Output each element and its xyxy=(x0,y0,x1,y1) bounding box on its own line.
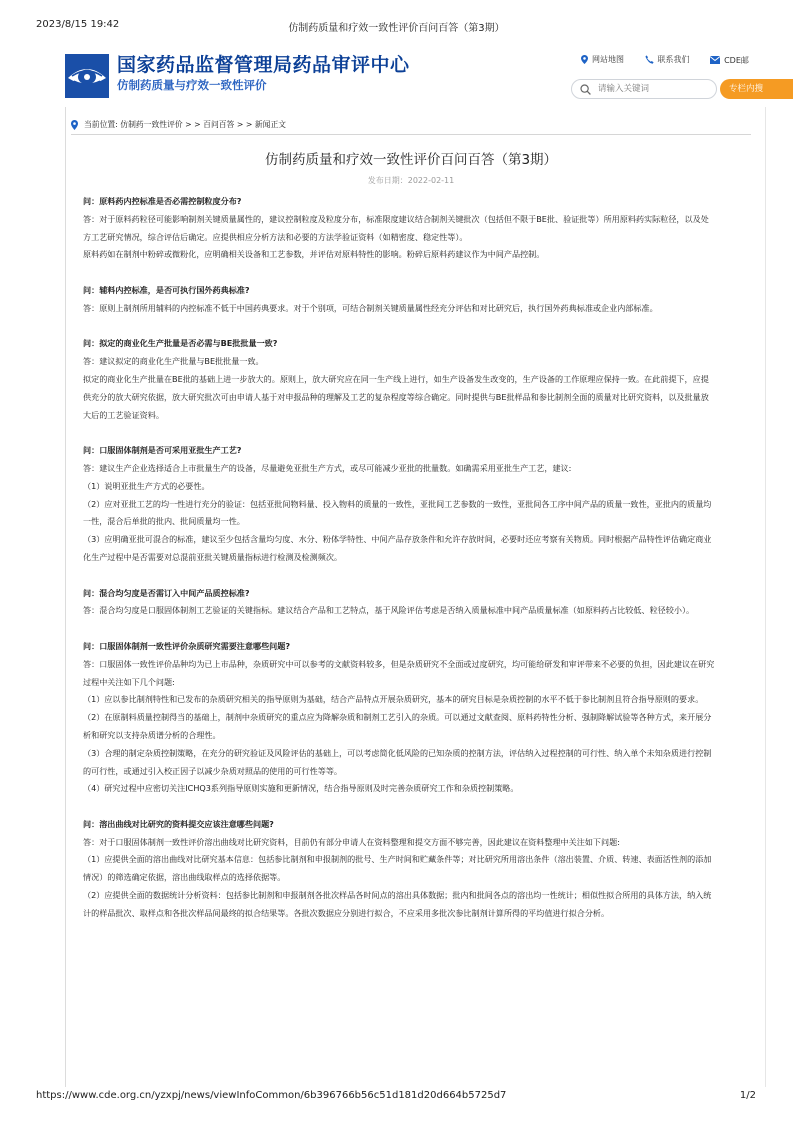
question: 问：口服固体制剂一致性评价杂质研究需要注意哪些问题? xyxy=(83,640,291,651)
contact-us-link[interactable] xyxy=(645,54,690,65)
location-pin-icon xyxy=(581,55,588,64)
answer-paragraph: 拟定的商业化生产批量在BE批的基础上进一步放大的。原则上，放大研究应在同一生产线上进行，如生产设备发生改变的，生产设备的工作原理应保持一致。在此前提下，应提供充分的放大研究依据，放大研究批次可由申请人基于对申报品种的理解及工艺的复杂程度等综合确定。同时提供与BE批样品和参比制剂全面的质量对比研究资料，以及批量放大后的工艺验证资料。 xyxy=(83,373,709,420)
question: 问：原料药内控标准是否必需控制粒度分布? xyxy=(83,196,242,206)
qa-item xyxy=(83,335,715,424)
answer-paragraph: 答：原则上制剂所用辅料的内控标准不低于中国药典要求。对于个别项，可结合制剂关键质量属性经充分评估和对比研究后，执行国外药典标准或企业内部标准。 xyxy=(83,302,658,313)
print-url: https://www.cde.org.cn/yzxpj/news/viewInfoCommon/6b396766b56c51d181d20d664b5725d7 xyxy=(36,1090,507,1101)
phone-icon xyxy=(645,55,654,64)
question: 问：口服固体制剂是否可采用亚批生产工艺? xyxy=(83,445,242,456)
answer-paragraph: （1）应提供全面的溶出曲线对比研究基本信息：包括参比制剂和申报制剂的批号、生产时间和贮藏条件等；对比研究所用溶出条件（溶出装置、介质、转速、表面活性剂的添加情况）的筛选确定依据，溶出曲线取样点的选择依据等。 xyxy=(83,854,712,883)
qa-item xyxy=(83,585,715,621)
article-title: 仿制药质量和疗效一致性评价百问百答（第3期） xyxy=(264,152,558,168)
divider xyxy=(71,134,751,135)
answer-paragraph: 答：对于原料药粒径可能影响制剂关键质量属性的，建议控制粒度及粒度分布，标准限度建议结合制剂关键批次（包括但不限于BE批、验证批等）所用原料药实际粒径，以及处方工艺研究情况，综合评估后确定。应提供相应分析方法和必要的方法学验证资料（如精密度、稳定性等）。 xyxy=(83,213,709,242)
answer-paragraph: 原料药如在制剂中粉碎或微粉化，应明确相关设备和工艺参数，并评估对原料特性的影响。粉碎后原料药建议作为中间产品控制。 xyxy=(83,249,545,260)
answer-paragraph: （1）说明亚批生产方式的必要性。 xyxy=(83,480,210,491)
question: 问：溶出曲线对比研究的资料提交应该注意哪些问题? xyxy=(83,818,274,829)
answer-paragraph: 答：对于口服固体制剂一致性评价溶出曲线对比研究资料，目前仍有部分申请人在资料整理和提交方面不够完善，因此建议在资料整理中关注如下问题: xyxy=(83,836,620,847)
answer-paragraph: （4）研究过程中应密切关注ICHQ3系列指导原则实施和更新情况，结合指导原则及时完善杂质研究工作和杂质控制策略。 xyxy=(83,783,519,794)
search-input[interactable] xyxy=(598,82,708,96)
breadcrumb-text[interactable]: 当前位置: 仿制药一致性评价 > > 百问百答 > > 新闻正文 xyxy=(84,120,287,129)
cde-mail-label: CDE邮 xyxy=(724,55,749,65)
section-subtitle: 仿制药质量与疗效一致性评价 xyxy=(117,78,267,92)
answer-paragraph: 答：混合均匀度是口服固体制剂工艺验证的关键指标。建议结合产品和工艺特点，基于风险评估考虑是否纳入质量标准中间产品质量标准（如原料药占比较低、粒径较小）。 xyxy=(83,605,695,616)
qa-item xyxy=(83,193,715,264)
org-name: 国家药品监督管理局药品审评中心 xyxy=(117,54,410,76)
search-icon[interactable] xyxy=(580,84,591,95)
top-links xyxy=(581,54,767,66)
breadcrumb xyxy=(71,119,286,130)
qa-item xyxy=(83,816,715,923)
print-page-title: 仿制药质量和疗效一致性评价百问百答（第3期） xyxy=(288,23,505,34)
cde-mail-link[interactable] xyxy=(710,55,749,66)
answer-paragraph: 答：建议拟定的商业化生产批量与BE批批量一致。 xyxy=(83,356,264,367)
answer-paragraph: （2）应对亚批工艺的均一性进行充分的验证：包括亚批间物料量、投入物料的质量的一致性，亚批间工艺参数的一致性，亚批间各工序中间产品的质量一致性，亚批内的质量均一性，混合后单批的批内、批间质量均一性。 xyxy=(83,498,712,527)
page-number: 1/2 xyxy=(739,1090,756,1101)
question: 问：辅料内控标准，是否可执行国外药典标准? xyxy=(83,284,250,295)
answer-paragraph: （3）应明确亚批可混合的标准，建议至少包括含量均匀度、水分、粉体学特性、中间产品存放条件和允许存放时间，必要时还应考察有关物质。同时根据产品特性评估确定商业化生产过程中是否需要对总混前亚批关键质量指标进行检测及检测频次。 xyxy=(83,534,712,562)
search-box xyxy=(571,79,717,99)
site-header xyxy=(65,46,793,106)
answer-paragraph: 答：口服固体一致性评价品种均为已上市品种，杂质研究中可以参考的文献资料较多，但是杂质研究不全面或过度研究，均可能给研发和审评带来不必要的负担，因此建议在研究过程中关注如下几个问题: xyxy=(83,658,715,687)
qa-item xyxy=(83,638,715,798)
mail-icon xyxy=(710,56,720,64)
publish-date: 发布日期：2022-02-11 xyxy=(367,176,455,185)
print-footer xyxy=(0,1090,793,1110)
answer-paragraph: （2）应提供全面的数据统计分析资料：包括参比制剂和申报制剂各批次样品各时间点的溶出具体数据；批内和批间各点的溶出均一性统计；相似性拟合所用的具体方法，纳入统计的样品批次、取样点和各批次样品间最终的拟合结果等。各批次数据应分别进行拟合，不应采用多批次参比制剂计算所得的平均值进行拟合分析。 xyxy=(83,890,712,918)
answer-paragraph: 答：建议生产企业选择适合上市批量生产的设备，尽量避免亚批生产方式，或尽可能减少亚批的批量数。如确需采用亚批生产工艺，建议: xyxy=(83,462,572,473)
answer-paragraph: （3）合理的制定杂质控制策略，在充分的研究验证及风险评估的基础上，可以考虑简化低风险的已知杂质的控制方法，评估纳入过程控制的可行性、纳入单个未知杂质进行控制的可行性，或通过引入校正因子以减少杂质对照品的使用的可行性等等。 xyxy=(83,747,712,776)
site-map-label: 网站地图 xyxy=(592,55,624,64)
print-timestamp: 2023/8/15 19:42 xyxy=(36,19,120,30)
location-pin-icon xyxy=(71,120,78,130)
question: 问：混合均匀度是否需订入中间产品质控标准? xyxy=(83,587,250,598)
print-header xyxy=(0,0,793,50)
answer-paragraph: （1）应以参比制剂特性和已发布的杂质研究相关的指导原则为基础，结合产品特点开展杂质研究，基本的研究目标是杂质控制的水平不低于参比制剂且符合指导原则的要求。 xyxy=(83,694,704,705)
site-map-link[interactable] xyxy=(581,54,624,65)
article-body xyxy=(83,193,715,923)
answer-paragraph: （2）在原制料质量控制得当的基础上，制剂中杂质研究的重点应为降解杂质和制剂工艺引入的杂质。可以通过文献查阅、原料药特性分析、强制降解试验等各种方式，来开展分析和研究以支持杂质谱分析的合理性。 xyxy=(83,712,712,740)
column-search-button[interactable]: 专栏内搜 xyxy=(720,79,793,99)
qa-item xyxy=(83,282,715,318)
contact-us-label: 联系我们 xyxy=(657,55,690,64)
question: 问：拟定的商业化生产批量是否必需与BE批批量一致? xyxy=(83,338,278,349)
cde-eye-logo[interactable] xyxy=(65,54,109,98)
qa-item xyxy=(83,442,715,567)
